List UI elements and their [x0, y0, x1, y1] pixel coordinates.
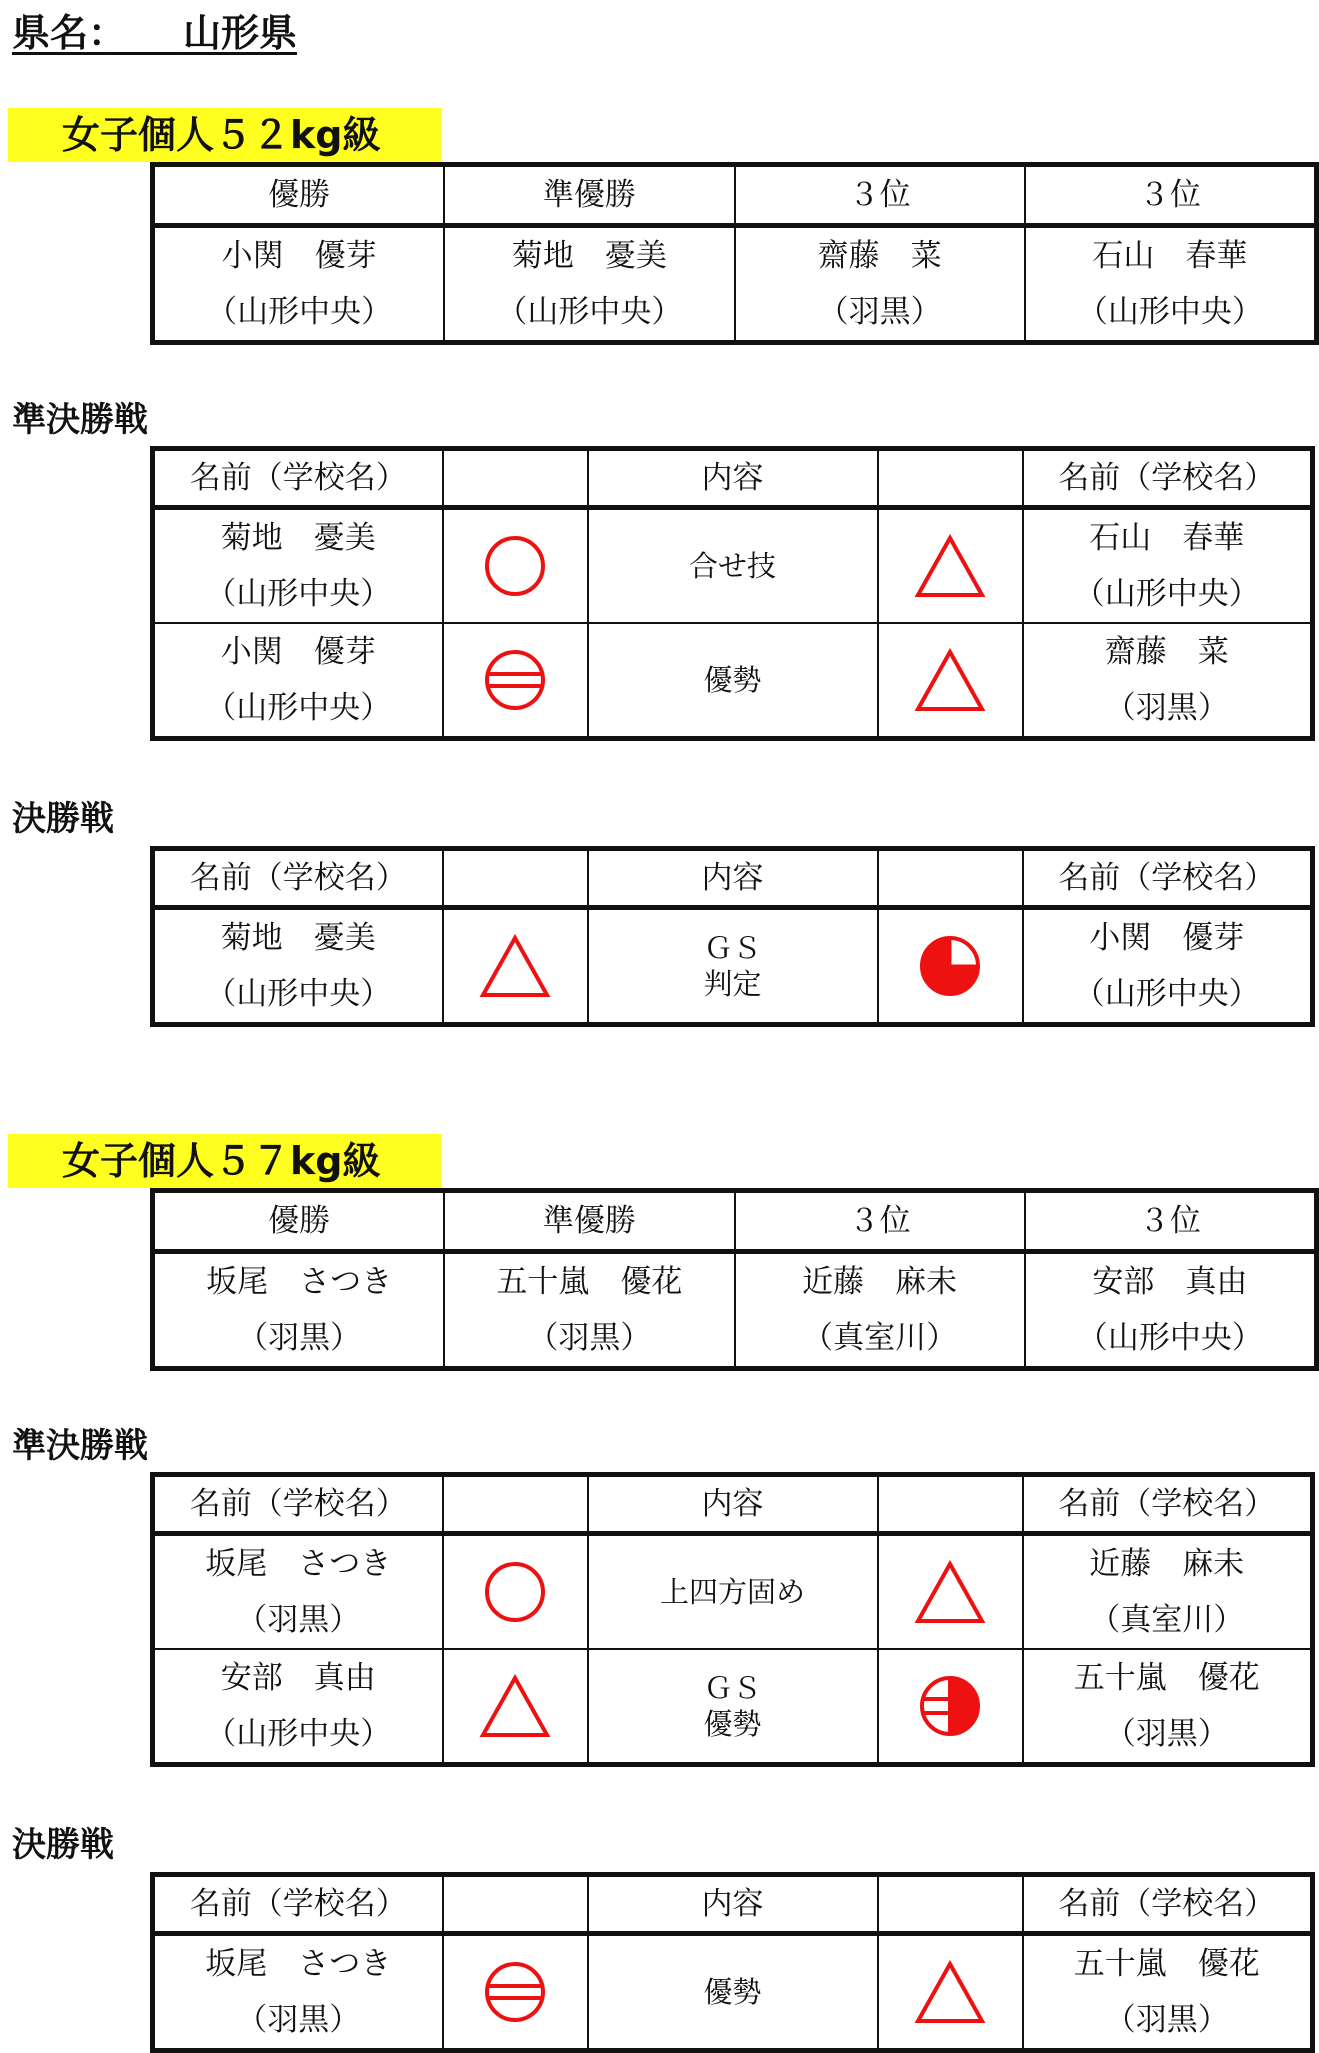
match-content: 上四方固め: [588, 1534, 878, 1650]
left-school: （山形中央）: [153, 566, 443, 623]
filled-three-quarter-circle-icon: [879, 933, 1022, 999]
circle-icon: [444, 533, 587, 599]
left-school: （山形中央）: [153, 966, 443, 1025]
prefecture-heading: [12, 2, 297, 57]
result-name: 小関 優芽: [153, 226, 445, 285]
result-school: （山形中央）: [444, 284, 734, 343]
result-name: 安部 真由: [1025, 1252, 1317, 1311]
result-name: 菊地 憂美: [444, 226, 734, 285]
right-name: 石山 春華: [1023, 508, 1313, 567]
header-champion: 優勝: [153, 165, 445, 226]
left-school: （山形中央）: [153, 1706, 443, 1765]
result-school: （羽黒）: [153, 1310, 445, 1369]
circle-double-bar-icon: [444, 647, 587, 713]
right-school: （真室川）: [1023, 1592, 1313, 1649]
division-title-52kg: 女子個人５２kg級: [8, 108, 442, 162]
result-name: 石山 春華: [1025, 226, 1317, 285]
col-name-header: 名前（学校名）: [1023, 849, 1313, 908]
header-third: ３位: [735, 1191, 1025, 1252]
left-name: 小関 優芽: [153, 623, 443, 680]
left-name: 坂尾 さつき: [153, 1934, 443, 1993]
semifinal-heading-52kg: 準決勝戦: [12, 400, 148, 440]
right-name: 近藤 麻未: [1023, 1534, 1313, 1593]
triangle-icon: [879, 1559, 1022, 1625]
division-title-57kg: 女子個人５７kg級: [8, 1134, 442, 1188]
semifinal-table-52kg: [150, 446, 1315, 741]
final-table-57kg: [150, 1872, 1315, 2053]
result-school: （山形中央）: [1025, 284, 1317, 343]
left-school: （羽黒）: [153, 1592, 443, 1649]
semifinal-table-57kg: [150, 1472, 1315, 1767]
result-school: （山形中央）: [153, 284, 445, 343]
left-school: （羽黒）: [153, 1992, 443, 2051]
prefecture-label: 県名：: [12, 11, 108, 55]
header-third: ３位: [1025, 1191, 1317, 1252]
result-name: 齋藤 菜: [735, 226, 1025, 285]
triangle-icon: [444, 1673, 587, 1739]
half-filled-circle-icon: [879, 1673, 1022, 1739]
right-school: （羽黒）: [1023, 1706, 1313, 1765]
result-name: 近藤 麻未: [735, 1252, 1025, 1311]
col-content-header: 内容: [588, 1475, 878, 1534]
triangle-icon: [444, 933, 587, 999]
results-table-52kg: [150, 162, 1319, 345]
final-table-52kg: [150, 846, 1315, 1027]
col-name-header: 名前（学校名）: [1023, 1875, 1313, 1934]
circle-double-bar-icon: [444, 1959, 587, 2025]
header-runner-up: 準優勝: [444, 165, 734, 226]
right-school: （羽黒）: [1023, 680, 1313, 739]
header-third: ３位: [1025, 165, 1317, 226]
match-content: 優勢: [588, 1934, 878, 2051]
left-name: 坂尾 さつき: [153, 1534, 443, 1593]
right-school: （羽黒）: [1023, 1992, 1313, 2051]
col-name-header: 名前（学校名）: [1023, 449, 1313, 508]
result-name: 五十嵐 優花: [444, 1252, 734, 1311]
right-name: 五十嵐 優花: [1023, 1649, 1313, 1706]
left-school: （山形中央）: [153, 680, 443, 739]
final-heading-52kg: 決勝戦: [12, 799, 114, 839]
col-name-header: 名前（学校名）: [153, 1475, 443, 1534]
col-content-header: 内容: [588, 449, 878, 508]
right-name: 小関 優芽: [1023, 908, 1313, 967]
right-school: （山形中央）: [1023, 966, 1313, 1025]
result-school: （真室川）: [735, 1310, 1025, 1369]
col-name-header: 名前（学校名）: [153, 849, 443, 908]
match-content: 合せ技: [588, 508, 878, 624]
col-name-header: 名前（学校名）: [153, 449, 443, 508]
final-heading-57kg: 決勝戦: [12, 1825, 114, 1865]
col-content-header: 内容: [588, 849, 878, 908]
col-name-header: 名前（学校名）: [153, 1875, 443, 1934]
col-name-header: 名前（学校名）: [1023, 1475, 1313, 1534]
match-content: ＧＳ 判定: [588, 908, 878, 1025]
col-content-header: 内容: [588, 1875, 878, 1934]
left-name: 菊地 憂美: [153, 508, 443, 567]
results-table-57kg: [150, 1188, 1319, 1371]
triangle-icon: [879, 647, 1022, 713]
circle-icon: [444, 1559, 587, 1625]
semifinal-heading-57kg: 準決勝戦: [12, 1426, 148, 1466]
match-content: ＧＳ 優勢: [588, 1649, 878, 1765]
right-school: （山形中央）: [1023, 566, 1313, 623]
header-champion: 優勝: [153, 1191, 445, 1252]
result-name: 坂尾 さつき: [153, 1252, 445, 1311]
header-third: ３位: [735, 165, 1025, 226]
result-school: （羽黒）: [735, 284, 1025, 343]
prefecture-value: 山形県: [183, 11, 298, 55]
result-school: （羽黒）: [444, 1310, 734, 1369]
triangle-icon: [879, 1959, 1022, 2025]
left-name: 菊地 憂美: [153, 908, 443, 967]
header-runner-up: 準優勝: [444, 1191, 734, 1252]
triangle-icon: [879, 533, 1022, 599]
right-name: 五十嵐 優花: [1023, 1934, 1313, 1993]
match-content: 優勢: [588, 623, 878, 739]
result-school: （山形中央）: [1025, 1310, 1317, 1369]
left-name: 安部 真由: [153, 1649, 443, 1706]
right-name: 齋藤 菜: [1023, 623, 1313, 680]
